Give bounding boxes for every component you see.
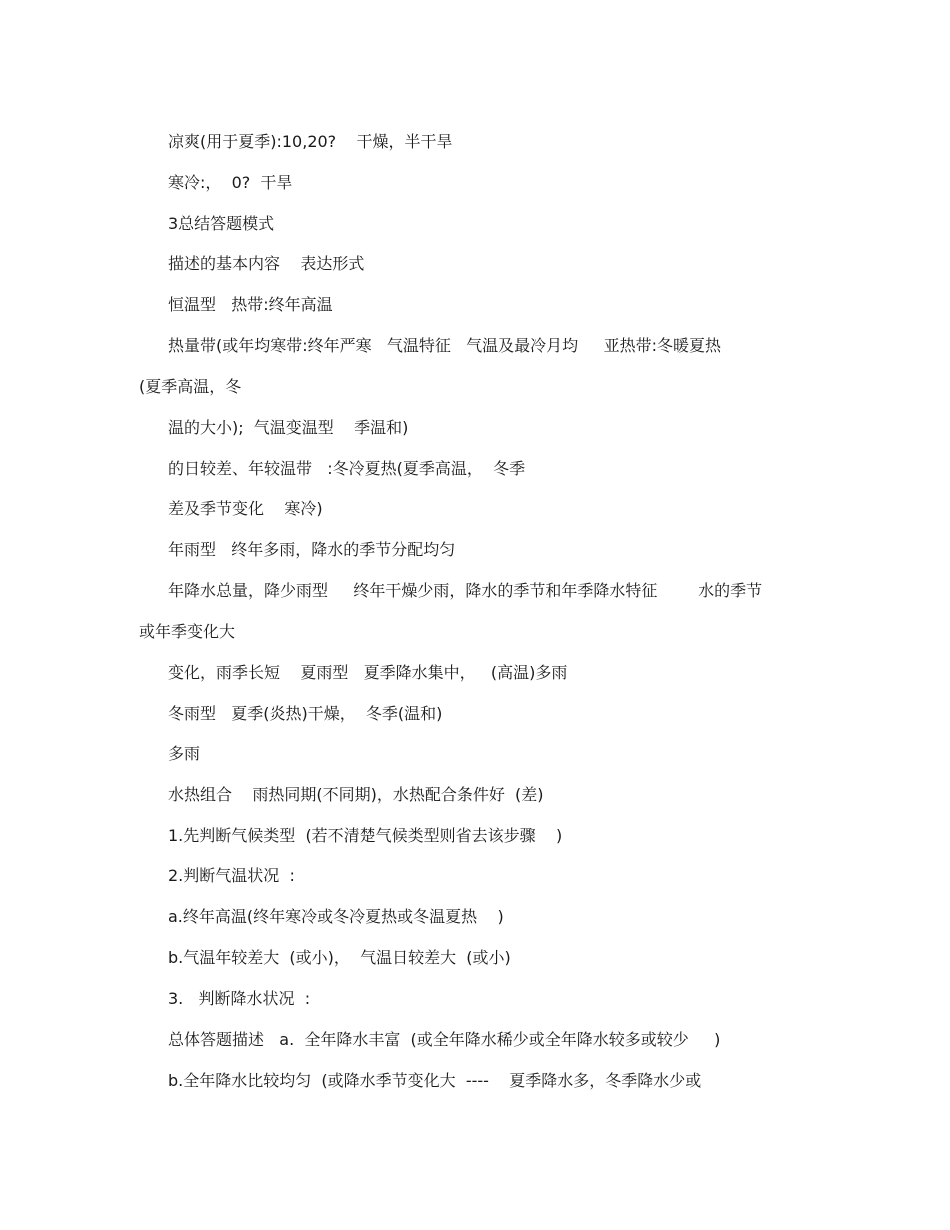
text-line-24: b.全年降水比较均匀 (或降水季节变化大 ---- 夏季降水多，冬季降水少或 <box>168 1071 702 1090</box>
text-line-15: 冬雨型 夏季(炎热)干燥， 冬季(温和) <box>168 704 443 723</box>
text-line-2: 寒冷:， 0? 干旱 <box>168 173 293 192</box>
text-line-16: 多雨 <box>168 744 201 763</box>
text-line-18: 1.先判断气候类型 (若不清楚气候类型则省去该步骤 ) <box>168 826 563 845</box>
section-heading: 3总结答题模式 <box>168 214 275 233</box>
text-line-20: a.终年高温(终年寒冷或冬冷夏热或冬温夏热 ) <box>168 907 504 926</box>
text-line-23: 总体答题描述 a. 全年降水丰富 (或全年降水稀少或全年降水较多或较少 ) <box>168 1030 721 1049</box>
text-line-5: 恒温型 热带:终年高温 <box>168 295 333 314</box>
text-line-13: 或年季变化大 <box>139 622 236 641</box>
text-line-8: 温的大小); 气温变温型 季温和) <box>168 418 409 437</box>
text-line-4: 描述的基本内容 表达形式 <box>168 254 365 273</box>
text-line-9: 的日较差、年较温带 :冬冷夏热(夏季高温， 冬季 <box>168 459 526 478</box>
text-line-11: 年雨型 终年多雨，降水的季节分配均匀 <box>168 540 456 559</box>
text-line-19: 2.判断气温状况 : <box>168 866 295 885</box>
text-line-7: (夏季高温，冬 <box>139 377 242 396</box>
text-line-14: 变化，雨季长短 夏雨型 夏季降水集中， (高温)多雨 <box>168 663 568 682</box>
text-line-1: 凉爽(用于夏季):10,20? 干燥，半干旱 <box>168 132 453 151</box>
text-line-10: 差及季节变化 寒冷) <box>168 499 323 518</box>
text-line-12: 年降水总量，降少雨型 终年干燥少雨，降水的季节和年季降水特征 水的季节 <box>168 581 763 600</box>
text-line-6: 热量带(或年均寒带:终年严寒 气温特征 气温及最冷月均 亚热带:冬暖夏热 <box>168 336 721 355</box>
text-line-21: b.气温年较差大 (或小)， 气温日较差大 (或小) <box>168 948 511 967</box>
text-line-22: 3. 判断降水状况 : <box>168 989 311 1008</box>
text-line-17: 水热组合 雨热同期(不同期)，水热配合条件好 (差) <box>168 785 544 804</box>
